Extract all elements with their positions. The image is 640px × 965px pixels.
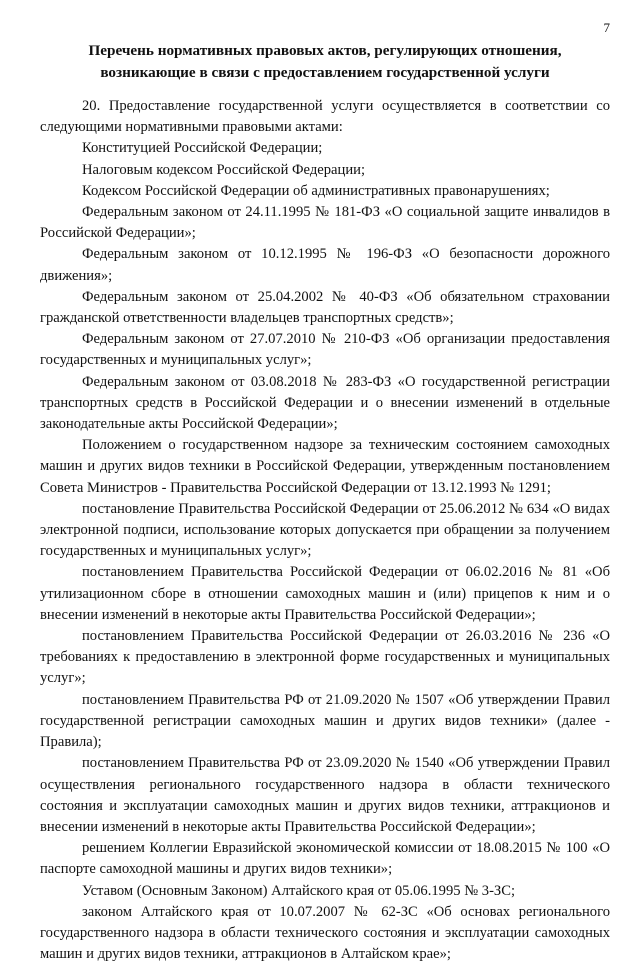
list-item: законом Алтайского края от 10.07.2007 № 62-ЗС «Об основах регионального государственного надзора в области технического состояния и эксплуатации самоходных машин и других видов техники, аттракционов в Алтайском крае»; <box>40 903 610 963</box>
list-item: Налоговым кодексом Российской Федерации; <box>82 161 366 178</box>
list-item: Федеральным законом от 25.04.2002 № 40-ФЗ «Об обязательном страховании гражданской ответственности владельцев транспортных средств»; <box>40 288 610 327</box>
list-item: Федеральным законом от 24.11.1995 № 181-ФЗ «О социальной защите инвалидов в Российской Федерации»; <box>40 204 610 242</box>
list-item: Федеральным законом от 27.07.2010 № 210-ФЗ «Об организации предоставления государственных и муниципальных услуг»; <box>40 331 610 369</box>
section-title-line-2: возникающие в связи с предоставлением государственной услуги <box>100 64 550 81</box>
list-item: Кодексом Российской Федерации об административных правонарушениях; <box>82 182 550 199</box>
section-title <box>40 40 610 84</box>
paragraph-intro: 20. Предоставление государственной услуги осуществляется в соответствии со следующими нормативными правовыми актами: <box>40 98 610 136</box>
list-item: постановлением Правительства РФ от 21.09.2020 № 1507 «Об утверждении Правил государственной регистрации самоходных машин и других видов техники» (далее - Правила); <box>40 691 610 751</box>
list-item: постановлением Правительства Российской Федерации от 06.02.2016 № 81 «Об утилизационном сборе в отношении самоходных машин и (или) прицепов к ним и о внесении изменений в некоторые акты Правительства Российской Федерации»; <box>40 564 610 623</box>
list-item: постановлением Правительства РФ от 23.09.2020 № 1540 «Об утверждении Правил осуществления регионального государственного надзора в области технического состояния и эксплуатации самоходных машин и других видов техники, аттракционов и внесении изменений в некоторые акты Правительства Российской Федерации»; <box>40 755 610 835</box>
section-title-line-1: Перечень нормативных правовых актов, регулирующих отношения, <box>88 42 562 59</box>
list-item: постановлением Правительства Российской Федерации от 26.03.2016 № 236 «О требованиях к предоставлению в электронной форме государственных и муниципальных услуг»; <box>40 628 610 687</box>
list-item: Положением о государственном надзоре за техническим состоянием самоходных машин и других видов техники в Российской Федерации, утвержденным постановлением Совета Министров - Правительства Российской Федерации от 13.12.1993 № 1291; <box>40 437 610 496</box>
list-item: постановление Правительства Российской Федерации от 25.06.2012 № 634 «О видах электронной подписи, использование которых допускается при обращении за получением государственных и муниципальных услуг»; <box>40 500 610 560</box>
list-item: Федеральным законом от 10.12.1995 № 196-ФЗ «О безопасности дорожного движения»; <box>40 246 610 284</box>
document-body <box>40 96 610 965</box>
list-item: Конституцией Российской Федерации; <box>82 140 323 157</box>
list-item: решением Коллегии Евразийской экономической комиссии от 18.08.2015 № 100 «О паспорте самоходной машины и других видов техники»; <box>40 840 610 878</box>
list-item: Федеральным законом от 03.08.2018 № 283-ФЗ «О государственной регистрации транспортных средств в Российской Федерации и о внесении изменений в отдельные законодательные акты Российской Федерации»; <box>40 373 610 433</box>
list-item: Уставом (Основным Законом) Алтайского края от 05.06.1995 № 3-ЗС; <box>82 882 516 899</box>
page-number: 7 <box>603 20 610 35</box>
